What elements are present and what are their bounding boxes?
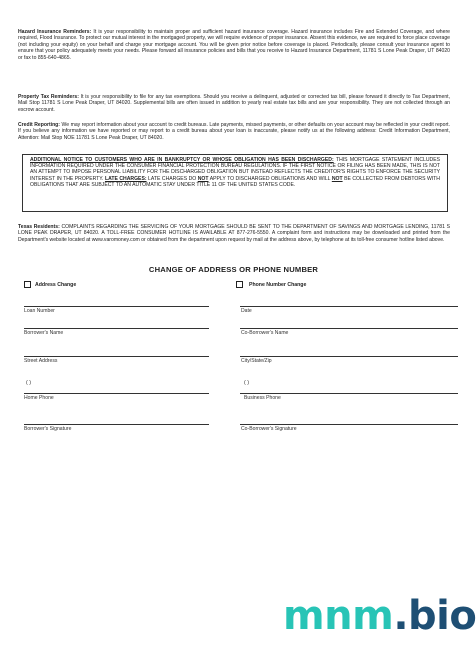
texas-residents-body: COMPLAINTS REGARDING THE SERVICING OF YOUR MORTGAGE SHOULD BE SENT TO THE DEPARTMENT OF SAVINGS AND MORTGAGE LENDING, 11781 S LONE PEAK DRAPER, UT 84020. A TOLL-FREE CONSUMER HOTLINE IS AVAILABLE AT 877-276-5550. A complaint form and instructions may be downloaded and printed from the Department's website located at www.varomoney.com or obtained from the department upon request by mail at the address above, by telephone at its toll-free consumer hotline listed above.: [18, 224, 450, 243]
home-phone-label: Home Phone: [24, 395, 54, 401]
watermark-part-1: mnm: [283, 593, 394, 639]
watermark-part-2: .bio: [393, 593, 476, 639]
bankruptcy-notice-body-2: LATE CHARGES DO: [148, 175, 197, 182]
hazard-insurance-body: It is your responsibility to maintain proper and sufficient hazard insurance coverage. Hazard insurance includes Fire and Extended Coverage, and where required, Flood Insurance. To protect our mutual interest in the mortgaged property, we will require evidence of proper insurance. Absent this evidence, we are required to force place coverage (not including your equity) on your behalf and charge your mortgage account. You will be given prior notice before coverage is placed. Periodically, please consult your insurance agent to ensure that your policy adequately meets your needs. Please forward all insurance policies and bills that you receive to Hazard Insurance Department, 11781 S Lone Peak Draper, UT 84020 or fax to 855-640-4865.: [18, 29, 451, 61]
date-label: Date: [241, 308, 252, 314]
co-borrower-name-label: Co-Borrower's Name: [241, 330, 289, 336]
property-tax-body: It is your responsibility to file for any tax exemptions. Should you receive a delinquent, adjusted or corrected tax bill, please forward it directly to Tax Department, Mail Stop 11781 S Lone Peak Draper, UT 84020. Supplemental bills are often issued in addition to yearly real estate tax bills and are your responsibility. They are not collected through an escrow account.: [18, 94, 451, 113]
co-borrower-name-field[interactable]: [240, 328, 458, 329]
bankruptcy-notice-body-1: THIS MORTGAGE STATEMENT INCLUDES INFORMATION REQUIRED UNDER THE CONSUMER FINANCIAL PROTECTION BUREAU REGULATIONS. IF THE FIRST NOTICE OR FILING HAS BEEN MADE, THIS IS NOT AN ATTEMPT TO IMPOSE PERSONAL LIABILITY FOR THE DISCHARGED OBLIGATION BUT INSTEAD REFLECTS THE CREDITOR'S RIGHTS TO ENFORCE THE SECURITY INTEREST IN THE PROPERTY.: [30, 157, 441, 182]
co-borrower-signature-field[interactable]: [240, 424, 458, 425]
home-phone-area-code: ( ): [26, 380, 32, 386]
date-field[interactable]: [240, 306, 458, 307]
not-emphasis-1: NOT: [197, 175, 209, 182]
borrower-signature-label: Borrower's Signature: [24, 426, 72, 432]
bankruptcy-notice-body-4: BE COLLECTED FROM DEBTORS WITH OBLIGATIONS THAT ARE SUBJECT TO AN AUTOMATIC STAY UNDER TITLE 11 OF THE UNITED STATES CODE.: [30, 175, 440, 188]
address-change-label: Address Change: [35, 282, 77, 288]
change-form-title: CHANGE OF ADDRESS OR PHONE NUMBER: [148, 265, 319, 274]
phone-change-label: Phone Number Change: [249, 282, 307, 288]
property-tax-title: Property Tax Reminders:: [18, 94, 79, 100]
mnm-bio-watermark-logo: [283, 593, 476, 639]
home-phone-field[interactable]: [24, 393, 209, 394]
loan-number-label: Loan Number: [24, 308, 55, 314]
bankruptcy-notice-body-3: APPLY TO DISCHARGED OBLIGATIONS AND WILL: [209, 175, 331, 182]
hazard-insurance-paragraph: [18, 29, 450, 61]
credit-reporting-paragraph: [18, 122, 450, 141]
address-change-checkbox[interactable]: [24, 281, 31, 288]
street-address-field[interactable]: [24, 356, 209, 357]
city-state-zip-field[interactable]: [240, 356, 458, 357]
bankruptcy-notice-text: [30, 157, 440, 188]
borrower-name-field[interactable]: [24, 328, 209, 329]
not-emphasis-2: NOT: [331, 175, 343, 182]
property-tax-paragraph: [18, 94, 450, 113]
business-phone-area-code: ( ): [244, 380, 250, 386]
business-phone-field[interactable]: [240, 393, 458, 394]
borrower-name-label: Borrower's Name: [24, 330, 64, 336]
hazard-insurance-title: Hazard Insurance Reminders:: [18, 29, 92, 35]
borrower-signature-field[interactable]: [24, 424, 209, 425]
business-phone-label: Business Phone: [244, 395, 281, 401]
credit-reporting-body: We may report information about your account to credit bureaus. Late payments, missed payments, or other defaults on your account may be reflected in your credit report. If you believe any information we have reported or may report to a credit bureau about your loan is inaccurate, please notify us at the following address: Credit Information Department, Attention: Mail Stop NOE 11781 S Lone Peak Draper, UT 84020.: [18, 122, 450, 141]
co-borrower-signature-label: Co-Borrower's Signature: [241, 426, 297, 432]
phone-change-checkbox[interactable]: [236, 281, 243, 288]
credit-reporting-title: Credit Reporting:: [18, 122, 60, 128]
loan-number-field[interactable]: [24, 306, 209, 307]
late-charges-label: LATE CHARGES:: [104, 175, 147, 182]
texas-residents-paragraph: [18, 224, 450, 243]
street-address-label: Street Address: [24, 358, 58, 364]
texas-residents-title: Texas Residents:: [18, 224, 60, 230]
bankruptcy-notice-heading: ADDITIONAL NOTICE TO CUSTOMERS WHO ARE IN BANKRUPTCY OR WHOSE OBLIGATION HAS BEEN DISCHARGED:: [30, 157, 334, 163]
city-state-zip-label: City/State/Zip: [241, 358, 272, 364]
